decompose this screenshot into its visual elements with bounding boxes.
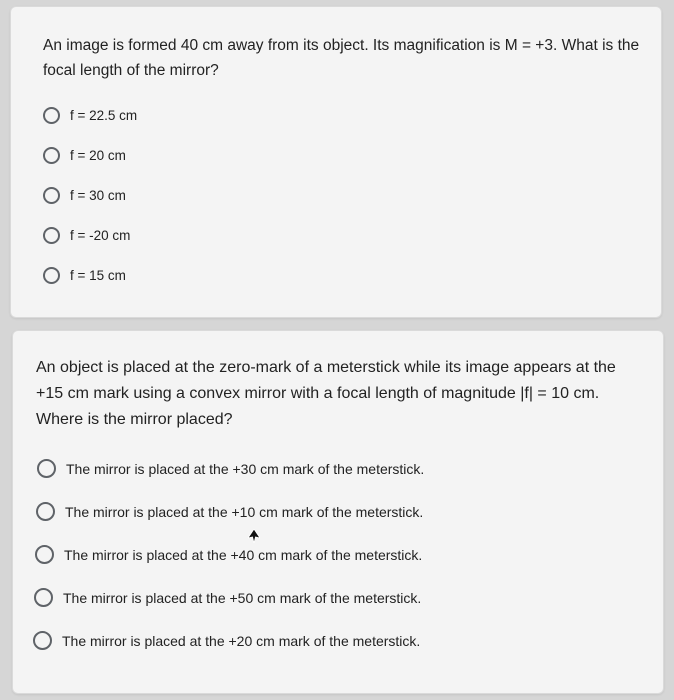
- option-label: The mirror is placed at the +40 cm mark of the meterstick.: [64, 546, 423, 563]
- radio-unchecked-icon[interactable]: [43, 107, 60, 124]
- mouse-pointer-icon: [248, 529, 260, 543]
- radio-unchecked-icon[interactable]: [43, 267, 60, 284]
- option-f-15[interactable]: [43, 267, 126, 284]
- option-label: The mirror is placed at the +20 cm mark of the meterstick.: [62, 632, 421, 649]
- question-card-2: [12, 330, 664, 694]
- option-f-20[interactable]: [43, 147, 126, 164]
- option-mirror-20[interactable]: [33, 631, 420, 650]
- option-f-22-5[interactable]: [43, 107, 137, 124]
- option-label: f = 20 cm: [70, 148, 126, 163]
- radio-unchecked-icon[interactable]: [36, 502, 55, 521]
- option-mirror-40[interactable]: [35, 545, 422, 564]
- option-f-minus-20[interactable]: [43, 227, 130, 244]
- question-text: An image is formed 40 cm away from its object. Its magnification is M = +3. What is the focal length of the mirror?: [43, 37, 640, 79]
- radio-unchecked-icon[interactable]: [34, 588, 53, 607]
- option-label: The mirror is placed at the +50 cm mark of the meterstick.: [63, 589, 422, 606]
- radio-unchecked-icon[interactable]: [33, 631, 52, 650]
- radio-unchecked-icon[interactable]: [37, 459, 56, 478]
- radio-unchecked-icon[interactable]: [43, 187, 60, 204]
- option-label: The mirror is placed at the +10 cm mark of the meterstick.: [65, 503, 424, 520]
- option-label: f = 22.5 cm: [70, 108, 138, 123]
- option-label: The mirror is placed at the +30 cm mark of the meterstick.: [66, 460, 425, 477]
- option-mirror-10[interactable]: [36, 502, 423, 521]
- option-label: f = 30 cm: [70, 188, 126, 203]
- radio-unchecked-icon[interactable]: [35, 545, 54, 564]
- radio-unchecked-icon[interactable]: [43, 227, 60, 244]
- option-mirror-30[interactable]: [37, 459, 424, 478]
- radio-unchecked-icon[interactable]: [43, 147, 60, 164]
- option-label: f = 15 cm: [70, 268, 126, 283]
- option-label: f = -20 cm: [70, 228, 131, 243]
- question-card-1: [10, 6, 662, 318]
- question-text: An object is placed at the zero-mark of a meterstick while its image appears at the +15 cm mark using a convex mirror with a focal length of magnitude |f| = 10 cm. Where is the mirror placed?: [36, 359, 616, 428]
- option-mirror-50[interactable]: [34, 588, 421, 607]
- option-f-30[interactable]: [43, 187, 126, 204]
